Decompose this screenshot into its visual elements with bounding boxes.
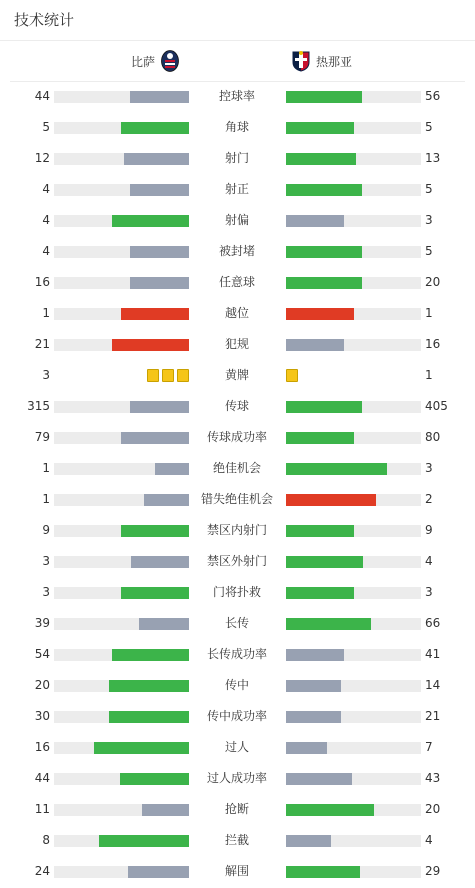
away-bar-track	[286, 866, 421, 878]
away-value: 29	[425, 864, 441, 878]
away-value: 21	[425, 709, 441, 723]
home-bar-track	[54, 184, 189, 196]
away-bar-track	[286, 525, 421, 537]
away-value: 4	[425, 554, 433, 568]
away-value: 14	[425, 678, 441, 692]
away-bar-track	[286, 587, 421, 599]
home-bar-track	[54, 742, 189, 754]
home-value: 3	[42, 368, 50, 382]
stat-label: 错失绝佳机会	[200, 492, 273, 506]
away-bar	[286, 773, 352, 785]
home-bar-track	[54, 246, 189, 258]
away-bar-track	[286, 432, 421, 444]
away-bar	[286, 122, 354, 134]
away-yellow-cards	[286, 369, 298, 382]
away-bar-track	[286, 742, 421, 754]
away-team-name: 热那亚	[316, 54, 353, 69]
home-bar-track	[54, 463, 189, 475]
stat-row	[0, 143, 475, 174]
teams-header	[10, 41, 465, 82]
away-bar	[286, 246, 362, 258]
stat-label: 被封堵	[218, 244, 255, 258]
away-bar	[286, 525, 354, 537]
stat-row	[0, 577, 475, 608]
away-value: 5	[425, 120, 433, 134]
page-title: 技术统计	[0, 0, 475, 41]
stat-row	[0, 205, 475, 236]
away-value: 43	[425, 771, 441, 785]
away-bar	[286, 91, 362, 103]
away-bar-track	[286, 246, 421, 258]
stat-row	[0, 453, 475, 484]
home-bar	[130, 246, 189, 258]
stat-label: 绝佳机会	[212, 461, 261, 475]
away-bar	[286, 866, 360, 878]
home-bar-track	[54, 804, 189, 816]
home-value: 20	[34, 678, 50, 692]
away-bar	[286, 804, 374, 816]
stat-label: 禁区外射门	[206, 554, 267, 568]
home-bar	[130, 184, 189, 196]
away-value: 20	[425, 275, 441, 289]
stat-label: 长传	[224, 616, 249, 630]
home-bar-track	[54, 618, 189, 630]
home-bar-track	[54, 773, 189, 785]
home-bar	[121, 122, 189, 134]
away-bar	[286, 587, 354, 599]
home-bar-track	[54, 401, 189, 413]
away-value: 41	[425, 647, 441, 661]
home-bar-track	[54, 680, 189, 692]
stat-label: 解围	[224, 864, 249, 878]
away-value: 66	[425, 616, 441, 630]
home-value: 12	[34, 151, 50, 165]
stat-label: 过人成功率	[206, 771, 267, 785]
home-value: 39	[34, 616, 50, 630]
yellow-card-icon	[286, 369, 298, 382]
stat-row	[0, 701, 475, 732]
stat-row	[0, 236, 475, 267]
home-value: 54	[34, 647, 50, 661]
home-team-name: 比萨	[130, 54, 155, 69]
stat-row	[0, 546, 475, 577]
home-value: 79	[34, 430, 50, 444]
home-value: 1	[42, 492, 50, 506]
stat-row	[0, 329, 475, 360]
away-bar-track	[286, 494, 421, 506]
home-value: 44	[34, 89, 50, 103]
home-bar-track	[54, 835, 189, 847]
away-value: 4	[425, 833, 433, 847]
away-bar-track	[286, 463, 421, 475]
away-bar	[286, 463, 387, 475]
home-bar	[121, 308, 189, 320]
yellow-card-icon	[177, 369, 189, 382]
home-bar	[121, 525, 189, 537]
stat-label: 角球	[224, 120, 249, 134]
away-value: 3	[425, 585, 433, 599]
away-bar-track	[286, 556, 421, 568]
home-bar	[128, 866, 189, 878]
stat-row	[0, 608, 475, 639]
stat-label: 传中	[224, 678, 249, 692]
home-value: 11	[34, 802, 50, 816]
home-value: 24	[34, 864, 50, 878]
away-value: 56	[425, 89, 441, 103]
home-bar	[130, 277, 189, 289]
stat-row	[0, 670, 475, 701]
home-bar	[142, 804, 189, 816]
home-bar	[112, 649, 189, 661]
away-bar-track	[286, 649, 421, 661]
home-bar-track	[54, 556, 189, 568]
home-value: 16	[34, 275, 50, 289]
away-value: 405	[425, 399, 448, 413]
stat-row	[0, 484, 475, 515]
home-bar	[139, 618, 189, 630]
stat-label: 犯规	[224, 337, 249, 351]
home-value: 30	[34, 709, 50, 723]
stat-row	[0, 515, 475, 546]
home-value: 3	[42, 554, 50, 568]
stat-row	[0, 112, 475, 143]
stat-label: 门将扑救	[212, 585, 261, 599]
stat-label: 传球成功率	[206, 430, 267, 444]
stat-row	[0, 639, 475, 670]
pisa-crest-icon	[161, 50, 179, 72]
away-value: 80	[425, 430, 441, 444]
stat-row	[0, 391, 475, 422]
away-value: 1	[425, 306, 433, 320]
away-bar-track	[286, 711, 421, 723]
away-value: 2	[425, 492, 433, 506]
away-team[interactable]	[292, 41, 352, 81]
home-bar	[94, 742, 189, 754]
stat-label: 传球	[224, 399, 249, 413]
genoa-crest-icon	[292, 50, 310, 72]
away-bar-track	[286, 618, 421, 630]
home-bar	[112, 339, 189, 351]
home-bar	[109, 711, 189, 723]
home-yellow-cards	[147, 369, 189, 382]
away-value: 9	[425, 523, 433, 537]
home-value: 9	[42, 523, 50, 537]
home-bar-track	[54, 277, 189, 289]
stat-label: 过人	[224, 740, 249, 754]
stat-label: 拦截	[224, 833, 249, 847]
home-bar-track	[54, 866, 189, 878]
stat-label: 黄牌	[224, 368, 249, 382]
away-value: 5	[425, 244, 433, 258]
home-value: 44	[34, 771, 50, 785]
away-value: 7	[425, 740, 433, 754]
away-value: 13	[425, 151, 441, 165]
home-bar-track	[54, 91, 189, 103]
home-value: 1	[42, 461, 50, 475]
home-bar	[121, 432, 189, 444]
yellow-card-icon	[162, 369, 174, 382]
away-bar-track	[286, 277, 421, 289]
yellow-card-icon	[147, 369, 159, 382]
home-team[interactable]	[131, 41, 179, 81]
home-value: 5	[42, 120, 50, 134]
away-bar-track	[286, 773, 421, 785]
stat-label: 抢断	[224, 802, 249, 816]
away-bar-track	[286, 153, 421, 165]
home-bar	[109, 680, 189, 692]
away-bar	[286, 649, 344, 661]
stat-label: 射门	[224, 151, 249, 165]
stat-row	[0, 825, 475, 856]
stat-row	[0, 794, 475, 825]
home-bar-track	[54, 153, 189, 165]
away-bar	[286, 308, 354, 320]
away-bar	[286, 556, 363, 568]
away-bar	[286, 494, 376, 506]
stat-row	[0, 422, 475, 453]
away-value: 16	[425, 337, 441, 351]
away-bar-track	[286, 339, 421, 351]
away-value: 5	[425, 182, 433, 196]
home-value: 21	[34, 337, 50, 351]
away-bar-track	[286, 835, 421, 847]
home-bar	[130, 91, 189, 103]
away-value: 1	[425, 368, 433, 382]
home-value: 3	[42, 585, 50, 599]
home-bar	[120, 773, 189, 785]
home-value: 315	[27, 399, 50, 413]
stat-label: 射偏	[224, 213, 249, 227]
stat-row	[0, 763, 475, 794]
home-bar	[155, 463, 189, 475]
home-bar	[130, 401, 189, 413]
home-bar-track	[54, 122, 189, 134]
home-value: 4	[42, 182, 50, 196]
home-value: 8	[42, 833, 50, 847]
stat-row	[0, 360, 475, 391]
away-bar-track	[286, 122, 421, 134]
stat-label: 任意球	[218, 275, 255, 289]
home-bar	[144, 494, 189, 506]
home-bar	[124, 153, 189, 165]
stat-label: 禁区内射门	[206, 523, 267, 537]
away-bar	[286, 432, 354, 444]
away-bar	[286, 215, 344, 227]
away-bar	[286, 711, 341, 723]
stat-row	[0, 81, 475, 112]
stat-row	[0, 856, 475, 887]
home-bar-track	[54, 587, 189, 599]
away-bar	[286, 401, 362, 413]
away-bar	[286, 680, 341, 692]
away-bar	[286, 835, 331, 847]
stat-label: 控球率	[218, 89, 255, 103]
away-bar	[286, 742, 327, 754]
home-bar	[121, 587, 189, 599]
stat-row	[0, 298, 475, 329]
away-bar-track	[286, 804, 421, 816]
away-bar-track	[286, 91, 421, 103]
away-value: 3	[425, 461, 433, 475]
home-bar-track	[54, 711, 189, 723]
away-value: 20	[425, 802, 441, 816]
home-bar	[99, 835, 189, 847]
away-bar	[286, 153, 356, 165]
stat-label: 射正	[224, 182, 249, 196]
home-bar-track	[54, 432, 189, 444]
home-bar-track	[54, 339, 189, 351]
stats-list	[0, 81, 475, 887]
home-bar-track	[54, 308, 189, 320]
home-bar-track	[54, 215, 189, 227]
away-bar-track	[286, 680, 421, 692]
home-bar	[112, 215, 189, 227]
stat-label: 长传成功率	[206, 647, 267, 661]
away-bar	[286, 618, 371, 630]
home-value: 16	[34, 740, 50, 754]
home-bar-track	[54, 525, 189, 537]
away-bar-track	[286, 215, 421, 227]
stat-label: 传中成功率	[206, 709, 267, 723]
home-value: 4	[42, 244, 50, 258]
away-value: 3	[425, 213, 433, 227]
away-bar	[286, 277, 362, 289]
home-value: 1	[42, 306, 50, 320]
stat-row	[0, 732, 475, 763]
away-bar	[286, 184, 362, 196]
stat-row	[0, 174, 475, 205]
home-value: 4	[42, 213, 50, 227]
stat-label: 越位	[224, 306, 249, 320]
stat-row	[0, 267, 475, 298]
away-bar	[286, 339, 344, 351]
away-bar-track	[286, 308, 421, 320]
home-bar	[131, 556, 189, 568]
home-bar-track	[54, 494, 189, 506]
away-bar-track	[286, 184, 421, 196]
away-bar-track	[286, 401, 421, 413]
home-bar-track	[54, 649, 189, 661]
